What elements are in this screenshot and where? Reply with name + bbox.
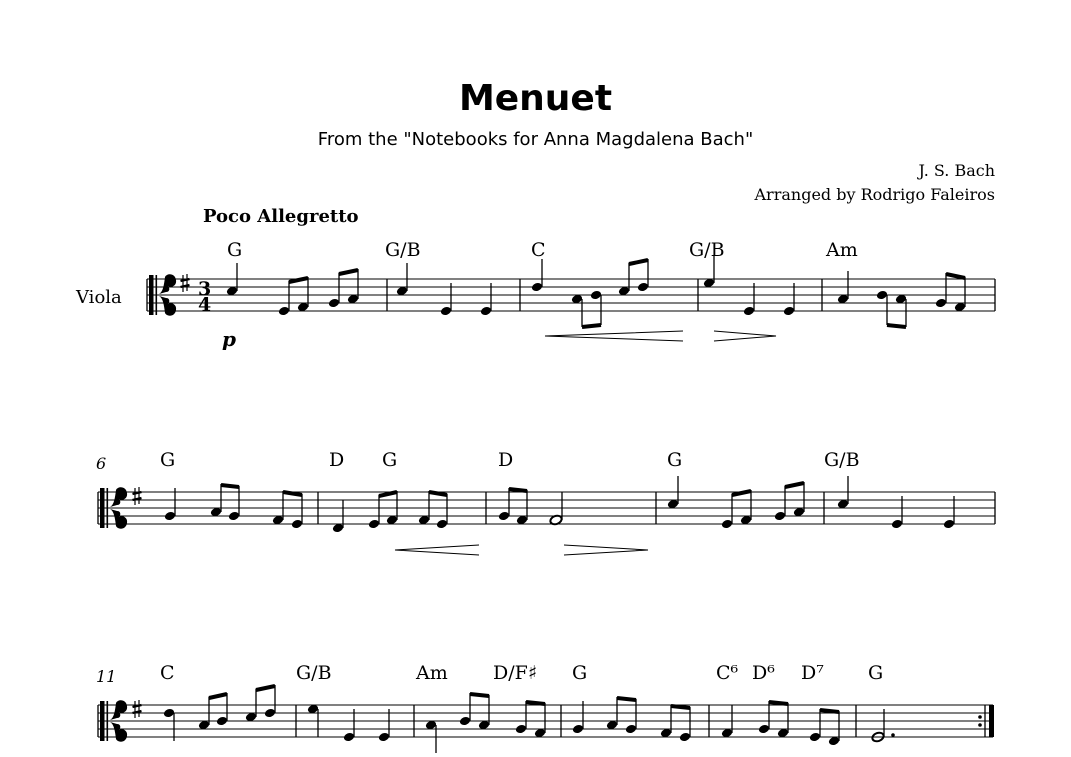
chord-symbol: C — [160, 662, 175, 684]
tempo-marking: Poco Allegretto — [203, 206, 359, 227]
notes-system-3 — [163, 685, 895, 753]
chord-symbol: C — [531, 239, 546, 261]
chord-symbols-system-1 — [227, 239, 858, 261]
notes-system-1 — [226, 255, 966, 327]
chord-symbol: G — [382, 449, 398, 471]
instrument-name: Viola — [76, 287, 122, 308]
chord-symbol: D⁶ — [752, 662, 775, 684]
staff-system-2 — [96, 449, 995, 555]
time-sig-top: 3 — [198, 278, 212, 300]
score-subtitle: From the "Notebooks for Anna Magdalena Bach" — [317, 129, 754, 150]
chord-symbol: G — [667, 449, 683, 471]
chord-symbol: G — [227, 239, 243, 261]
chord-symbol: G — [572, 662, 588, 684]
sharp-icon — [133, 700, 142, 718]
chord-symbol: C⁶ — [716, 662, 739, 684]
chord-symbol: D — [329, 449, 345, 471]
chord-symbol: G — [160, 449, 176, 471]
sharp-icon — [181, 274, 190, 292]
chord-symbols-system-2 — [160, 449, 860, 471]
arranger: Arranged by Rodrigo Faleiros — [754, 185, 995, 204]
notes-system-2 — [164, 476, 955, 533]
hairpins-system-1 — [545, 331, 776, 341]
measure-number: 6 — [96, 454, 107, 473]
time-sig-bottom: 4 — [198, 294, 212, 316]
chord-symbols-system-3 — [160, 662, 883, 684]
hairpins-system-2 — [395, 545, 648, 555]
dynamic-marking: p — [222, 327, 236, 351]
chord-symbol: Am — [416, 662, 448, 684]
chord-symbol: D — [498, 449, 514, 471]
chord-symbol: G/B — [824, 449, 860, 471]
staff-system-1 — [147, 239, 995, 351]
sharp-icon — [133, 487, 142, 505]
staff-system-3 — [96, 662, 994, 753]
chord-symbol: D⁷ — [801, 662, 824, 684]
chord-symbol: G/B — [296, 662, 332, 684]
composer: J. S. Bach — [918, 161, 995, 180]
score-title: Menuet — [458, 78, 613, 119]
chord-symbol: G/B — [385, 239, 421, 261]
measure-number: 11 — [96, 667, 117, 686]
chord-symbol: G/B — [689, 239, 725, 261]
chord-symbol: G — [868, 662, 884, 684]
chord-symbol: Am — [826, 239, 858, 261]
chord-symbol: D/F♯ — [493, 662, 538, 684]
